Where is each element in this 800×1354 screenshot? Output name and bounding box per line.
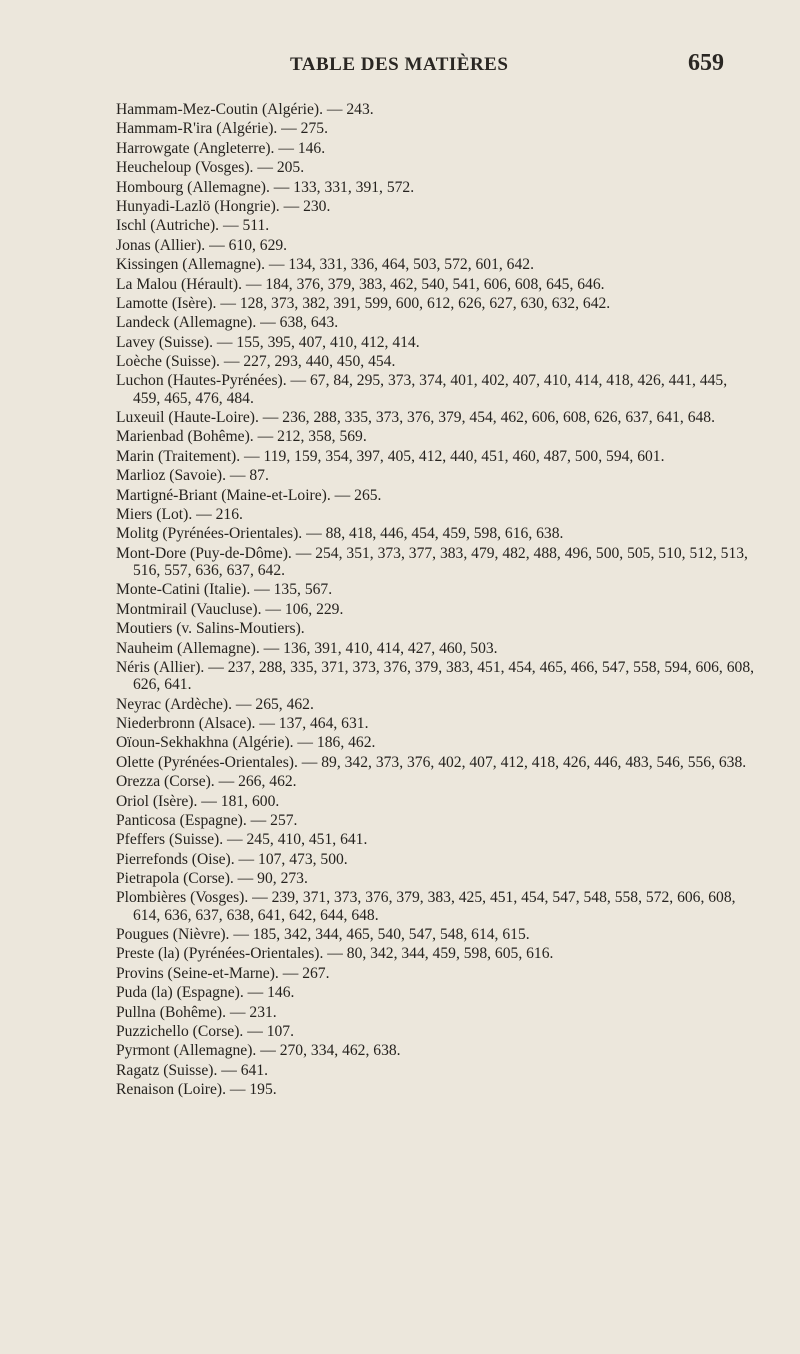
index-entry: Hombourg (Allemagne). — 133, 331, 391, 572. (116, 178, 415, 196)
index-entry: Preste (la) (Pyrénées-Orientales). — 80, 342, 344, 459, 598, 605, 616. (116, 945, 554, 963)
index-entry: Montmirail (Vaucluse). — 106, 229. (116, 600, 344, 618)
index-entry: Jonas (Allier). — 610, 629. (116, 236, 288, 254)
index-entry: Moutiers (v. Salins-Moutiers). (116, 620, 305, 638)
index-entry: La Malou (Hérault). — 184, 376, 379, 383, 462, 540, 541, 606, 608, 645, 646. (116, 275, 605, 293)
page-number: 659 (688, 50, 724, 76)
index-entry: Pullna (Bohême). — 231. (116, 1003, 277, 1021)
index-entry: Luxeuil (Haute-Loire). — 236, 288, 335, 373, 376, 379, 454, 462, 606, 608, 626, 637, 641, 648. (116, 409, 715, 427)
index-entry: Puda (la) (Espagne). — 146. (116, 984, 295, 1002)
index-entry: Plombières (Vosges). — 239, 371, 373, 376, 379, 383, 425, 451, 454, 547, 548, 558, 572, 606, 608, 614, 636, 637, 638, 641, 642, 644, 648. (116, 889, 736, 924)
index-entry: Olette (Pyrénées-Orientales). — 89, 342, 373, 376, 402, 407, 412, 418, 426, 446, 483, 546, 556, 638. (116, 753, 747, 771)
index-entry: Pietrapola (Corse). — 90, 273. (116, 870, 308, 888)
index-entry: Loèche (Suisse). — 227, 293, 440, 450, 454. (116, 353, 396, 371)
index-entry: Hunyadi-Lazlö (Hongrie). — 230. (116, 197, 331, 215)
index-entry: Renaison (Loire). — 195. (116, 1081, 277, 1099)
index-entry: Néris (Allier). — 237, 288, 335, 371, 373, 376, 379, 383, 451, 454, 465, 466, 547, 558, 594, 606, 608, 626, 641. (116, 658, 755, 694)
index-entry: Pfeffers (Suisse). — 245, 410, 451, 641. (116, 831, 368, 849)
index-entry: Molitg (Pyrénées-Orientales). — 88, 418, 446, 454, 459, 598, 616, 638. (116, 525, 564, 543)
index-entry: Panticosa (Espagne). — 257. (116, 811, 298, 829)
index-entry: Kissingen (Allemagne). — 134, 331, 336, 464, 503, 572, 601, 642. (116, 256, 534, 274)
index-entry: Niederbronn (Alsace). — 137, 464, 631. (116, 714, 369, 732)
index-entry: Lavey (Suisse). — 155, 395, 407, 410, 412, 414. (116, 333, 420, 351)
index-entry: Mont-Dore (Puy-de-Dôme). — 254, 351, 373, 377, 383, 479, 482, 488, 496, 500, 505, 510, 512, 513, 516, 557, 636, 637, 642. (116, 544, 748, 579)
index-entry: Luchon (Hautes-Pyrénées). — 67, 84, 295, 373, 374, 401, 402, 407, 410, 414, 418, 426, 441, 445, 459, 465, 476, 484. (116, 372, 728, 407)
index-entry: Orezza (Corse). — 266, 462. (116, 773, 297, 791)
index-entry: Harrowgate (Angleterre). — 146. (116, 139, 326, 157)
index-entry: Neyrac (Ardèche). — 265, 462. (116, 695, 314, 713)
index-entry: Heucheloup (Vosges). — 205. (116, 159, 305, 177)
index-entry: Hammam-R'ira (Algérie). — 275. (116, 120, 328, 138)
index-entry: Pyrmont (Allemagne). — 270, 334, 462, 638. (116, 1042, 401, 1060)
index-entry: Pougues (Nièvre). — 185, 342, 344, 465, 540, 547, 548, 614, 615. (116, 926, 530, 944)
index-entry: Oriol (Isère). — 181, 600. (116, 792, 280, 810)
index-entry: Marienbad (Bohême). — 212, 358, 569. (116, 428, 367, 446)
index-entry: Nauheim (Allemagne). — 136, 391, 410, 414, 427, 460, 503. (116, 639, 498, 657)
index-entry: Martigné-Briant (Maine-et-Loire). — 265. (116, 486, 382, 504)
page-header (0, 30, 800, 76)
index-entry: Lamotte (Isère). — 128, 373, 382, 391, 599, 600, 612, 626, 627, 630, 632, 642. (116, 294, 611, 312)
index-entries (116, 101, 756, 1101)
index-entry: Pierrefonds (Oise). — 107, 473, 500. (116, 850, 348, 868)
index-entry: Marlioz (Savoie). — 87. (116, 467, 269, 485)
running-title: TABLE DES MATIÈRES (290, 54, 509, 75)
index-entry: Oïoun-Sekhakhna (Algérie). — 186, 462. (116, 734, 376, 752)
index-entry: Monte-Catini (Italie). — 135, 567. (116, 581, 333, 599)
index-entry: Hammam-Mez-Coutin (Algérie). — 243. (116, 101, 374, 118)
index-entry: Ischl (Autriche). — 511. (116, 217, 270, 235)
index-entry: Provins (Seine-et-Marne). — 267. (116, 964, 330, 982)
index-entry: Ragatz (Suisse). — 641. (116, 1061, 269, 1079)
index-entry: Puzzichello (Corse). — 107. (116, 1023, 294, 1040)
index-entry: Miers (Lot). — 216. (116, 506, 243, 524)
index-entry: Landeck (Allemagne). — 638, 643. (116, 314, 339, 332)
index-entry: Marin (Traitement). — 119, 159, 354, 397, 405, 412, 440, 451, 460, 487, 500, 594, 601. (116, 447, 665, 465)
